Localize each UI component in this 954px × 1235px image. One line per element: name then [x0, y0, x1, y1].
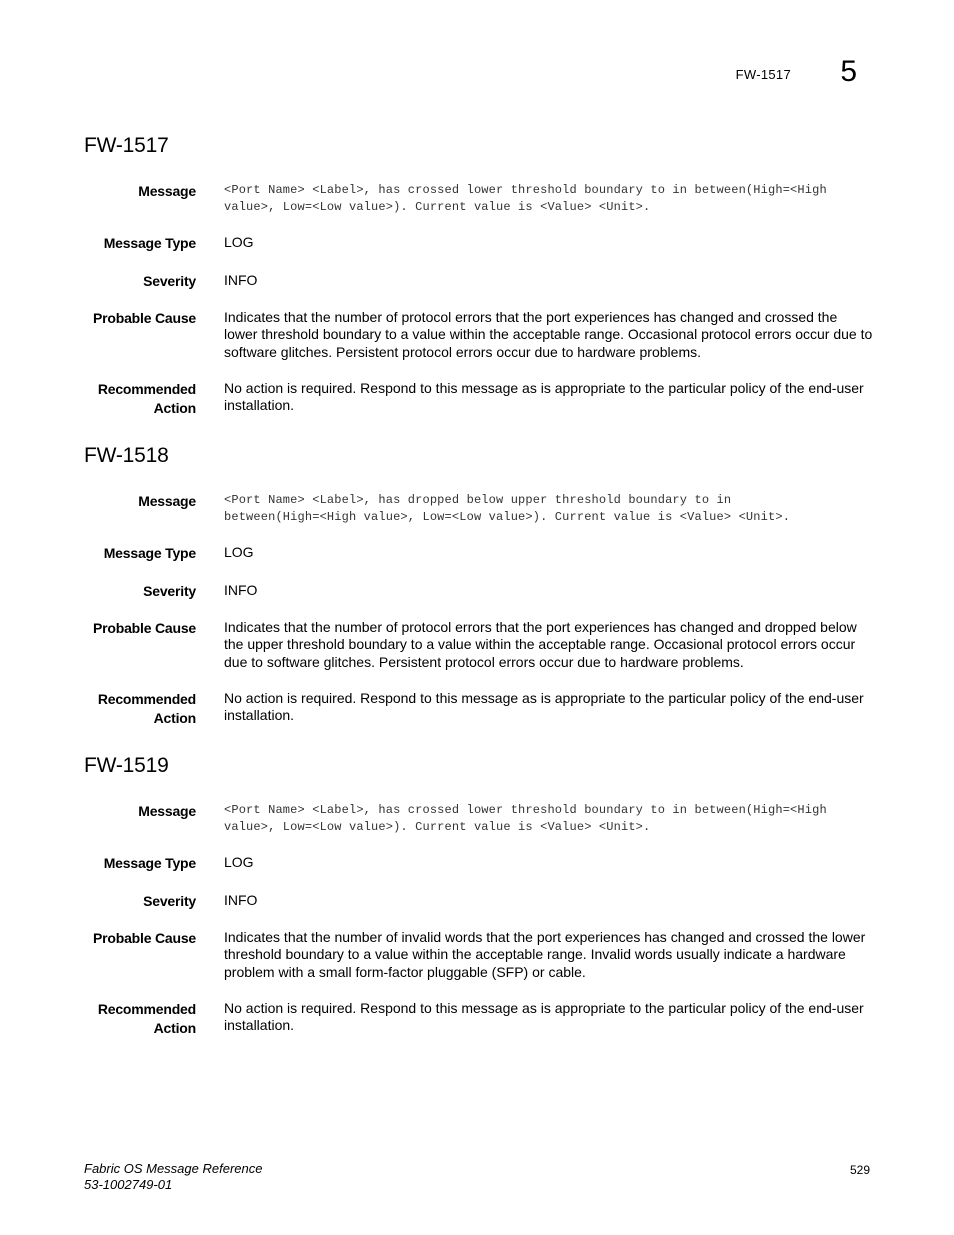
- severity-label: Severity: [143, 583, 196, 599]
- probable-cause-text: Indicates that the number of protocol errors that the port experiences has changed and dropped below the upper threshold boundary to a value within the acceptable range. Occasional protocol errors occur due to software glitches. Persistent protocol errors occur due to hardware problems.: [224, 619, 857, 670]
- recommended-action-label: [98, 1000, 196, 1038]
- message-type-value: LOG: [224, 234, 254, 250]
- book-title: Fabric OS Message Reference: [84, 1161, 263, 1176]
- chapter-number: 5: [840, 55, 857, 88]
- running-header: [0, 55, 954, 104]
- severity-value: INFO: [224, 582, 258, 598]
- probable-cause-label: Probable Cause: [92, 620, 196, 636]
- probable-cause-label: Probable Cause: [92, 310, 196, 326]
- message-line: between(High=<High value>, Low=<Low value>). Current value is <Value> <Unit>.: [224, 510, 791, 524]
- message-line: <Port Name> <Label>, has dropped below upper threshold boundary to in: [224, 493, 732, 507]
- message-text: [224, 802, 874, 836]
- recommended-action-text: No action is required. Respond to this message as is appropriate to the particular policy of the end-user installation.: [224, 1000, 864, 1034]
- recommended-label-line: Recommended: [97, 1001, 196, 1017]
- action-label-line: Action: [153, 1020, 196, 1036]
- message-type-label: Message Type: [103, 545, 196, 561]
- message-text: [224, 182, 874, 216]
- page-footer: [84, 1161, 874, 1193]
- severity-label: Severity: [143, 893, 196, 909]
- recommended-action-text: No action is required. Respond to this message as is appropriate to the particular policy of the end-user installation.: [224, 380, 864, 414]
- recommended-action-label: [98, 690, 196, 728]
- message-line: <Port Name> <Label>, has crossed lower threshold boundary to in between(High=<High: [224, 803, 827, 817]
- message-type-value: LOG: [224, 854, 254, 870]
- running-title: FW-1517: [735, 67, 791, 82]
- message-line: value>, Low=<Low value>). Current value is <Value> <Unit>.: [224, 820, 651, 834]
- recommended-action-text: No action is required. Respond to this message as is appropriate to the particular policy of the end-user installation.: [224, 690, 864, 724]
- page-number: 529: [849, 1163, 870, 1177]
- message-line: <Port Name> <Label>, has crossed lower threshold boundary to in between(High=<High: [224, 183, 827, 197]
- message-type-label: Message Type: [103, 235, 196, 251]
- recommended-label-line: Recommended: [97, 691, 196, 707]
- action-label-line: Action: [153, 400, 196, 416]
- entry-title: FW-1518: [84, 444, 169, 467]
- message-type-label: Message Type: [103, 855, 196, 871]
- probable-cause-text: Indicates that the number of invalid words that the port experiences has changed and crossed the lower threshold boundary to a value within the acceptable range. Invalid words usually indicate a hardware problem with a small form-factor pluggable (SFP) or cable.: [224, 929, 866, 980]
- action-label-line: Action: [153, 710, 196, 726]
- probable-cause-label: Probable Cause: [92, 930, 196, 946]
- severity-value: INFO: [224, 272, 258, 288]
- message-type-value: LOG: [224, 544, 254, 560]
- message-label: Message: [138, 803, 196, 819]
- document-number: 53-1002749-01: [84, 1177, 173, 1192]
- recommended-action-label: [98, 380, 196, 418]
- probable-cause-text: Indicates that the number of protocol errors that the port experiences has changed and crossed the lower threshold boundary to a value within the acceptable range. Occasional protocol errors occur due to software glitches. Persistent protocol errors occur due to hardware problems.: [224, 309, 873, 360]
- message-line: value>, Low=<Low value>). Current value is <Value> <Unit>.: [224, 200, 651, 214]
- message-text: [224, 492, 874, 526]
- message-label: Message: [138, 493, 196, 509]
- entry-title: FW-1519: [84, 754, 169, 777]
- recommended-label-line: Recommended: [97, 381, 196, 397]
- severity-label: Severity: [143, 273, 196, 289]
- message-label: Message: [138, 183, 196, 199]
- severity-value: INFO: [224, 892, 258, 908]
- entry-title: FW-1517: [84, 134, 169, 157]
